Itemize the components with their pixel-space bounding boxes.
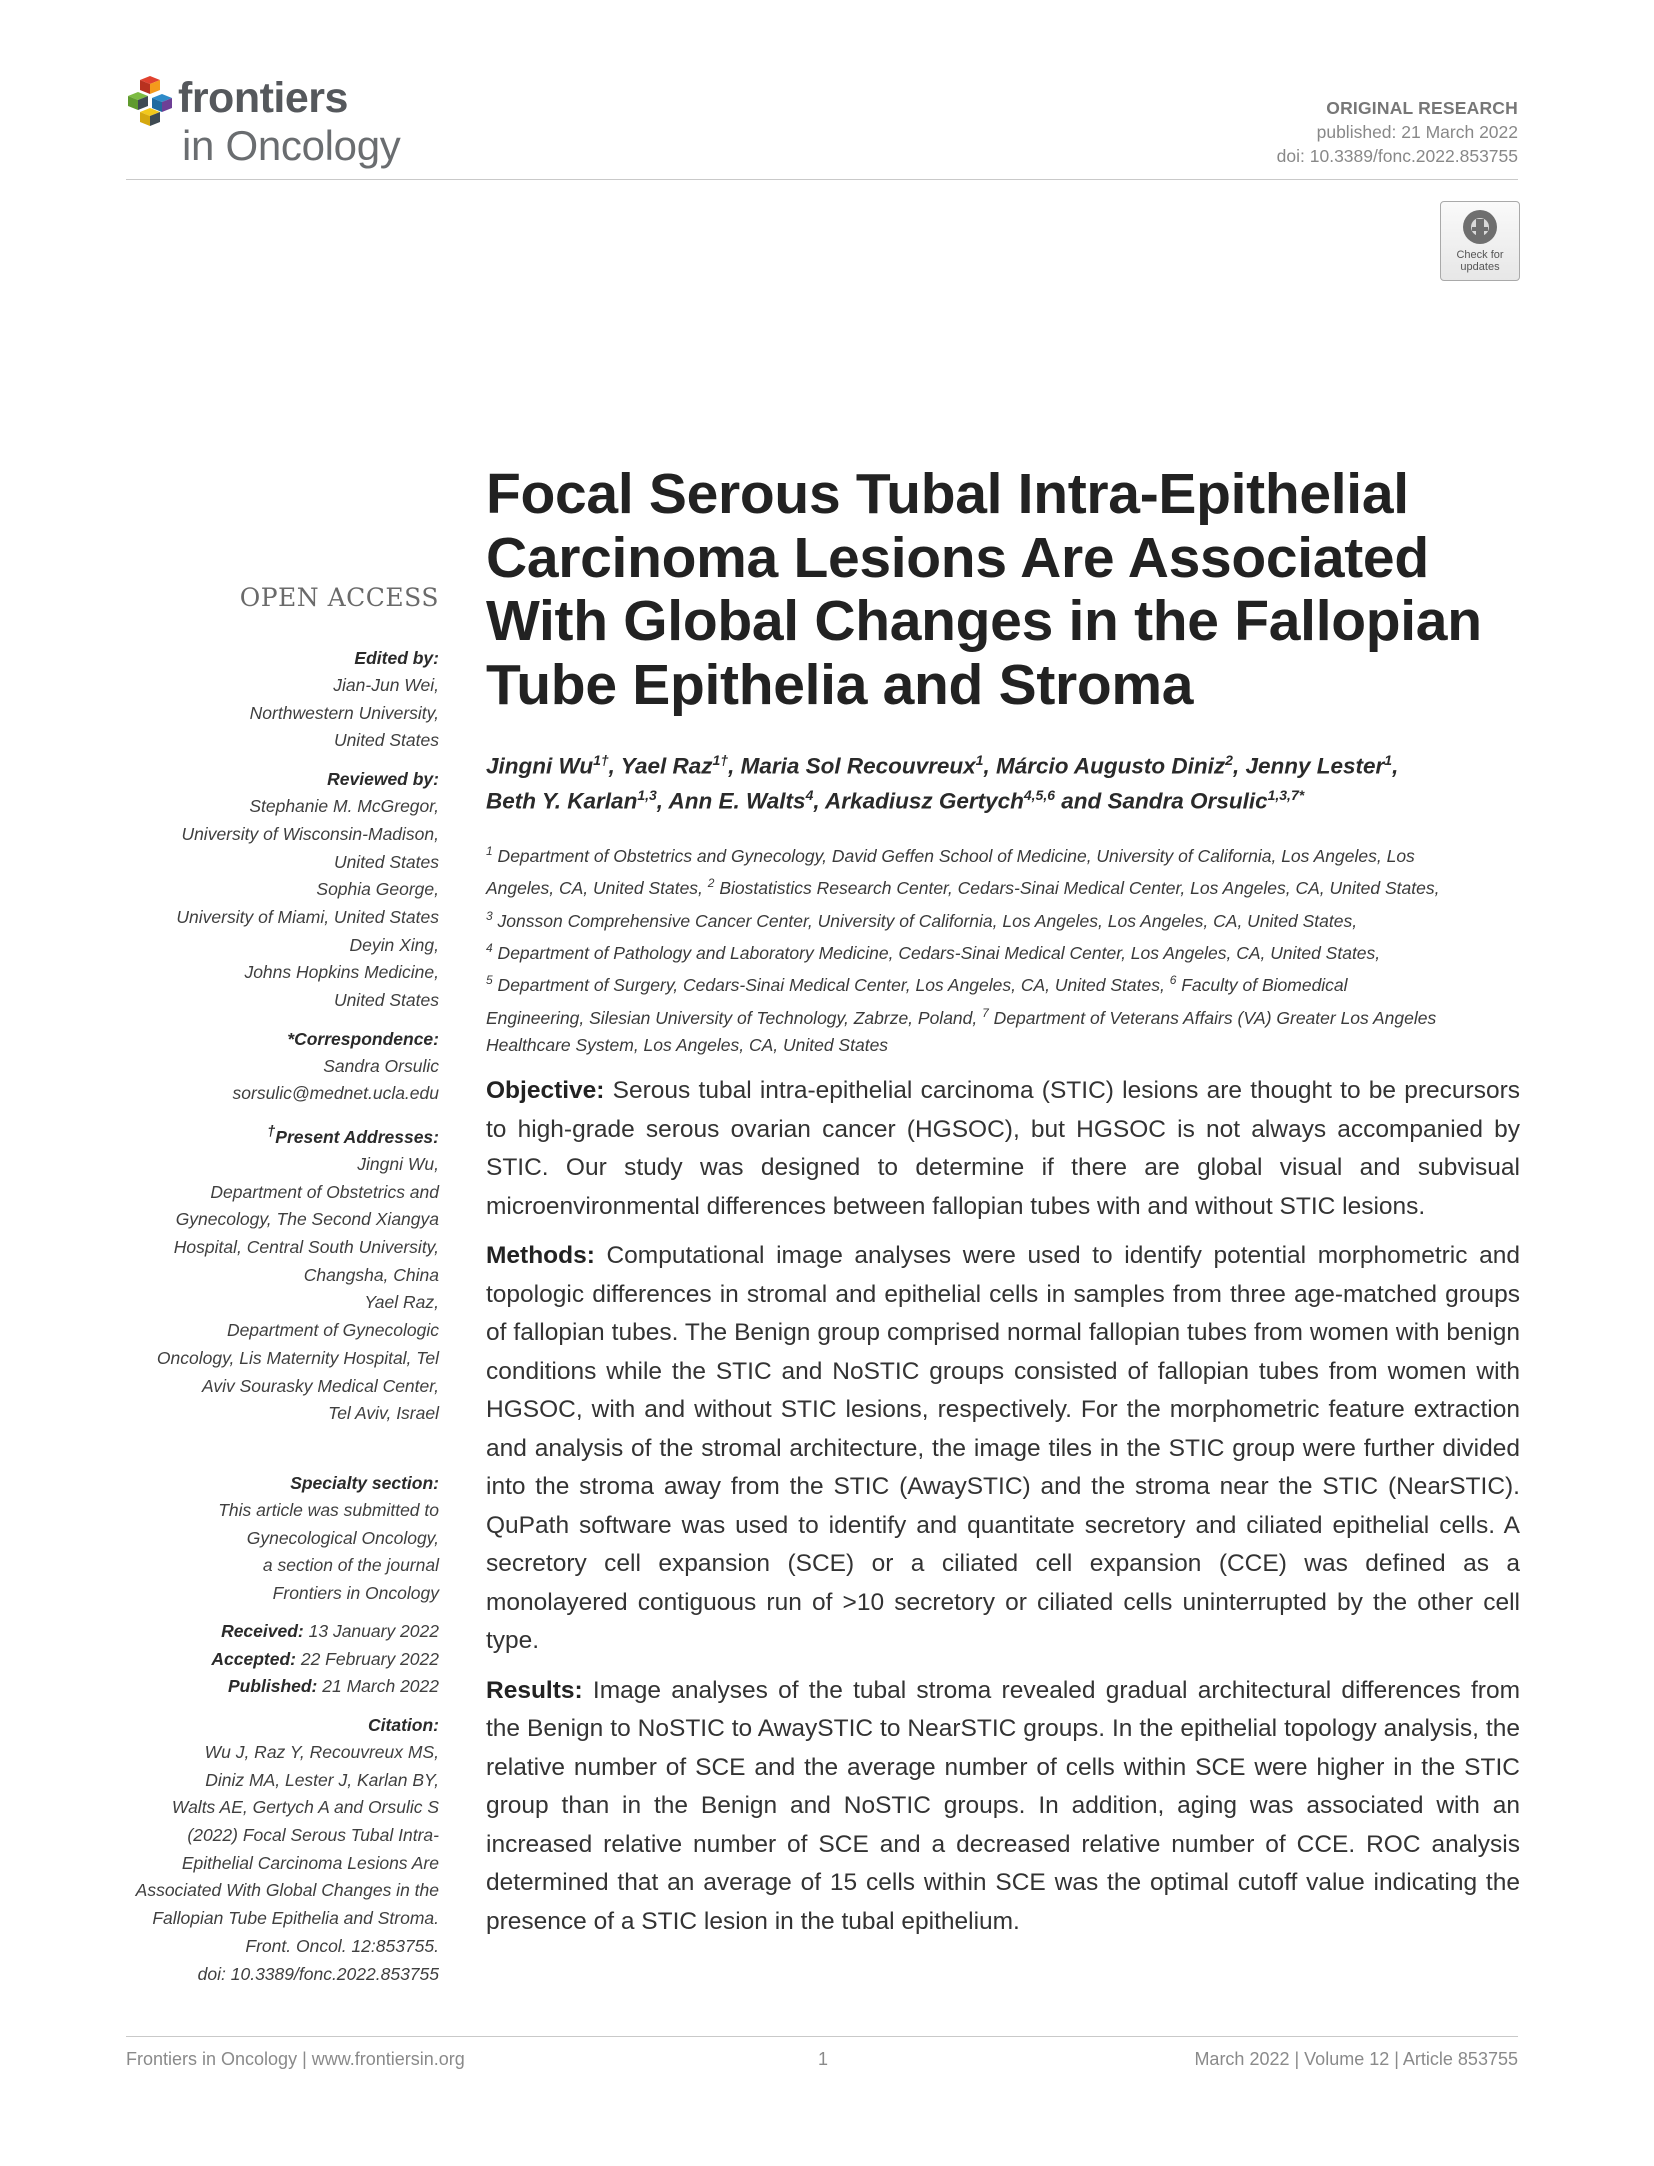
- sidebar-line: Jian-Jun Wei,: [333, 675, 439, 695]
- sidebar-line: Stephanie M. McGregor,: [249, 796, 439, 817]
- title-line: Focal Serous Tubal Intra-Epithelial: [486, 462, 1409, 526]
- citation-section: [109, 1711, 439, 1988]
- correspondence-lines[interactable]: [109, 1053, 439, 1108]
- edited-by-lines: [109, 672, 439, 755]
- journal-name-frontiers: frontiers: [178, 74, 348, 122]
- sidebar-line: (2022) Focal Serous Tubal Intra-: [187, 1825, 439, 1846]
- affiliation-line: [486, 935, 1526, 967]
- sidebar-line: Wu J, Raz Y, Recouvreux MS,: [204, 1741, 439, 1762]
- edited-by-section: [109, 644, 439, 755]
- affiliation-text: Engineering, Silesian University of Technology, Zabrze, Poland,: [486, 1007, 983, 1028]
- sidebar-line: Fallopian Tube Epithelia and Stroma.: [152, 1908, 439, 1929]
- frontiers-logo-icon: [126, 72, 176, 134]
- present-addresses-label: Present Addresses:: [275, 1126, 439, 1147]
- sidebar-line: doi: 10.3389/fonc.2022.853755: [197, 1963, 439, 1984]
- methods-label: Methods:: [486, 1242, 595, 1269]
- affiliation-line: [486, 870, 1526, 902]
- reviewed-by-label: Reviewed by:: [327, 769, 439, 790]
- sidebar-line: Oncology, Lis Maternity Hospital, Tel: [156, 1347, 439, 1368]
- correspondence-label: *Correspondence:: [287, 1028, 439, 1049]
- reviewed-by-lines: [109, 793, 439, 1015]
- author-affiliation-mark: 1†: [712, 752, 729, 768]
- present-addresses-lines: [109, 1151, 439, 1428]
- author-affiliation-mark: 1: [975, 752, 984, 768]
- specialty-lines: [109, 1497, 439, 1608]
- sidebar-line[interactable]: Sandra Orsulic: [323, 1055, 439, 1076]
- article-meta: [1277, 96, 1518, 168]
- author-name[interactable]: Maria Sol Recouvreux: [740, 753, 976, 779]
- affiliation-text: Faculty of Biomedical: [1176, 975, 1348, 996]
- affiliation-number: 1: [486, 844, 493, 858]
- sidebar-line: Deyin Xing,: [349, 934, 439, 955]
- abstract-objective: [486, 1072, 1520, 1226]
- published-date-sidebar: [109, 1673, 439, 1701]
- specialty-section: [109, 1469, 439, 1608]
- sidebar-line: This article was submitted to: [218, 1500, 439, 1520]
- sidebar-line: Hospital, Central South University,: [173, 1237, 439, 1258]
- published-label: Published:: [227, 1676, 318, 1697]
- sidebar-line: Front. Oncol. 12:853755.: [245, 1935, 439, 1956]
- affiliation-number: 3: [486, 908, 493, 923]
- footer-journal-link[interactable]: Frontiers in Oncology | www.frontiersin.org: [126, 2049, 465, 2069]
- accepted-label: Accepted:: [211, 1648, 296, 1669]
- affiliation-line: [486, 1000, 1526, 1032]
- present-addresses-section: [109, 1118, 439, 1428]
- header-divider: [126, 179, 1518, 180]
- methods-text: Computational image analyses were used to identify potential morphometric and topologic differences in stromal and epithelial cells in samples from three age-matched groups of fallopian tubes. The Benign group comprised normal fallopian tubes from women with benign conditions while the STIC and NoSTIC groups consisted of fallopian tubes from women with HGSOC, with and without STIC lesions, respectively. For the morphometric feature extraction and analysis of the stromal architecture, the image tiles in the STIC group were further divided into the stroma away from the STIC (AwaySTIC) and the stroma near the STIC (NearSTIC). QuPath software was used to identify and quantitate secretory and ciliated epithelial cells. A secretory cell expansion (SCE) or a ciliated cell expansion (CCE) was defined as a monolayered contiguous run of >10 secretory or ciliated cells uninterrupted by the other cell type.: [486, 1242, 1520, 1654]
- footer-issue-info: March 2022 | Volume 12 | Article 853755: [1194, 2049, 1518, 2069]
- sidebar-line: Tel Aviv, Israel: [328, 1403, 439, 1424]
- author-name[interactable]: Arkadiusz Gertych: [825, 788, 1024, 813]
- author-affiliation-mark: 2: [1225, 752, 1233, 768]
- author-name[interactable]: Sandra Orsulic: [1107, 788, 1268, 813]
- results-text: Image analyses of the tubal stroma revealed gradual architectural differences from the Benign to NoSTIC to AwaySTIC to NearSTIC groups. In the epithelial topology analysis, the relative number of SCE and the average number of cells within SCE were higher in the STIC group than in the Benign and NoSTIC groups. In addition, aging was associated with an increased relative number of SCE and a decreased relative number of CCE. ROC analysis determined that an average of 15 cells within SCE was the optimal cutoff value indicating the presence of a STIC lesion in the tubal epithelium.: [486, 1676, 1520, 1935]
- affiliation-line: [486, 967, 1526, 999]
- sidebar-line: Epithelial Carcinoma Lesions Are: [181, 1852, 439, 1873]
- citation-label: Citation:: [368, 1714, 439, 1735]
- footer-divider: [126, 2036, 1518, 2037]
- affiliation-number: 5: [486, 973, 493, 988]
- sidebar-line: Jingni Wu,: [357, 1153, 439, 1174]
- author-affiliation-mark: 1,3: [637, 786, 657, 803]
- article-type: ORIGINAL RESEARCH: [1326, 98, 1518, 118]
- present-addresses-heading: [109, 1118, 439, 1151]
- affiliation-number: 2: [707, 876, 715, 891]
- sidebar-line: a section of the journal: [262, 1555, 439, 1576]
- sidebar-line: United States: [333, 851, 439, 872]
- article-doi[interactable]: doi: 10.3389/fonc.2022.853755: [1276, 146, 1518, 166]
- page-number: 1: [818, 2049, 829, 2069]
- title-line: Tube Epithelia and Stroma: [486, 652, 1194, 717]
- affiliation-list: [486, 838, 1526, 1059]
- published-value: 21 March 2022: [317, 1676, 439, 1697]
- correspondence-section: [109, 1025, 439, 1108]
- affiliation-text: Biostatistics Research Center, Cedars-Sinai Medical Center, Los Angeles, CA, United States,: [714, 878, 1440, 899]
- received-date: [109, 1618, 439, 1646]
- author-affiliation-mark: 1†: [593, 752, 609, 768]
- affiliation-number: 6: [1169, 973, 1177, 988]
- journal-name-oncology: in Oncology: [182, 122, 401, 169]
- accepted-value: 22 February 2022: [295, 1648, 439, 1669]
- accepted-date: [109, 1646, 439, 1674]
- received-value: 13 January 2022: [303, 1620, 439, 1641]
- dagger-mark: †: [267, 1124, 276, 1141]
- abstract: [486, 1072, 1520, 1952]
- author-affiliation-mark: 1,3,7*: [1267, 786, 1305, 803]
- author-name[interactable]: Márcio Augusto Diniz: [995, 753, 1226, 779]
- crossmark-label: [1441, 249, 1519, 273]
- sidebar-line: Frontiers in Oncology: [272, 1583, 439, 1604]
- affiliation-text: Healthcare System, Los Angeles, CA, United States: [486, 1034, 889, 1055]
- edited-by-label: Edited by:: [354, 648, 439, 668]
- author-name[interactable]: Ann E. Walts: [668, 788, 806, 813]
- title-line: With Global Changes in the Fallopian: [486, 589, 1482, 653]
- sidebar-line: Department of Obstetrics and: [210, 1181, 439, 1202]
- author-name[interactable]: Yael Raz: [620, 753, 713, 779]
- affiliation-text: Department of Veterans Affairs (VA) Greater Los Angeles: [988, 1007, 1437, 1028]
- author-name[interactable]: Jingni Wu: [486, 753, 594, 779]
- affiliation-text: Jonsson Comprehensive Cancer Center, University of California, Los Angeles, Los Angeles, CA, United States,: [492, 910, 1358, 931]
- sidebar-line: Diniz MA, Lester J, Karlan BY,: [205, 1769, 439, 1790]
- abstract-results: [486, 1672, 1520, 1942]
- sidebar-line: Changsha, China: [303, 1264, 439, 1285]
- article-title: [486, 463, 1546, 717]
- sidebar-line: Associated With Global Changes in the: [135, 1880, 439, 1901]
- sidebar-line: Northwestern University,: [249, 702, 439, 723]
- open-access-label: OPEN ACCESS: [239, 583, 439, 612]
- sidebar-line: Yael Raz,: [364, 1292, 439, 1313]
- sidebar-line: United States: [333, 730, 439, 751]
- dates-section: [109, 1618, 439, 1701]
- author-affiliation-mark: 4,5,6: [1023, 786, 1056, 803]
- check-for-updates-button[interactable]: [1440, 201, 1520, 281]
- journal-logo[interactable]: [126, 70, 426, 180]
- specialty-label: Specialty section:: [290, 1473, 439, 1493]
- crossmark-icon: [1460, 207, 1500, 247]
- author-list: Jingni $Wu^{1\dagger}$, Yael Raz$^{1\dagger}$, Maria Sol Recouvreux$^1$, Márcio Augusto Diniz$^2$, Jenny Lester$^1$, Beth Y. Karlan$^{1,3}$, Ann E. Walts$^4$, Arkadiusz Gertych$^{4,5,6}$ and Sandra Orsulic$^{1,3,7*}$: [486, 752, 1399, 813]
- reviewed-by-section: [109, 765, 439, 1015]
- objective-label: Objective:: [486, 1077, 605, 1104]
- results-label: Results:: [486, 1676, 583, 1704]
- sidebar-line: Johns Hopkins Medicine,: [244, 962, 439, 983]
- crossmark-line-2: updates: [1460, 261, 1500, 273]
- crossmark-line-1: Check for: [1456, 249, 1504, 261]
- author-affiliation-mark: 4: [805, 786, 814, 803]
- affiliation-number: 4: [486, 940, 493, 955]
- sidebar-line: Walts AE, Gertych A and Orsulic S: [171, 1797, 439, 1818]
- sidebar-line: Aviv Sourasky Medical Center,: [201, 1375, 439, 1396]
- author-name[interactable]: Beth Y. Karlan: [486, 788, 638, 813]
- article-info-sidebar: [109, 644, 439, 1998]
- sidebar-line[interactable]: sorsulic@mednet.ucla.edu: [232, 1083, 439, 1104]
- affiliation-text: Angeles, CA, United States,: [486, 878, 708, 899]
- sidebar-line: Gynecological Oncology,: [246, 1527, 439, 1548]
- sidebar-line: Sophia George,: [316, 879, 439, 900]
- abstract-methods: [486, 1237, 1520, 1661]
- affiliation-text: Department of Obstetrics and Gynecology, David Geffen School of Medicine, University of California, Los Angeles, Los: [492, 845, 1415, 866]
- published-date: published: 21 March 2022: [1316, 122, 1518, 142]
- received-label: Received:: [221, 1620, 304, 1641]
- sidebar-line: Gynecology, The Second Xiangya: [175, 1209, 439, 1230]
- sidebar-line: University of Wisconsin-Madison,: [181, 823, 439, 844]
- sidebar-line: Department of Gynecologic: [226, 1320, 439, 1341]
- affiliation-line: [486, 903, 1526, 935]
- citation-lines: [109, 1739, 439, 1988]
- affiliation-text: Department of Surgery, Cedars-Sinai Medical Center, Los Angeles, CA, United States,: [492, 975, 1170, 996]
- title-line: Carcinoma Lesions Are Associated: [486, 525, 1429, 590]
- affiliation-number: 7: [982, 1005, 989, 1020]
- author-name[interactable]: Jenny Lester: [1245, 753, 1385, 779]
- objective-text: Serous tubal intra-epithelial carcinoma (STIC) lesions are thought to be precursors to high-grade serous ovarian cancer (HGSOC), but HGSOC is not always accompanied by STIC. Our study was designed to determine if there are global visual and subvisual microenvironmental differences between fallopian tubes with and without STIC lesions.: [486, 1077, 1520, 1220]
- affiliation-text: Department of Pathology and Laboratory Medicine, Cedars-Sinai Medical Center, Los Angeles, CA, United States,: [492, 942, 1381, 963]
- author-affiliation-mark: 1: [1384, 752, 1393, 768]
- affiliation-line: [486, 1032, 1526, 1060]
- affiliation-line: [486, 838, 1526, 870]
- sidebar-line: University of Miami, United States: [176, 906, 439, 927]
- sidebar-line: United States: [333, 990, 439, 1011]
